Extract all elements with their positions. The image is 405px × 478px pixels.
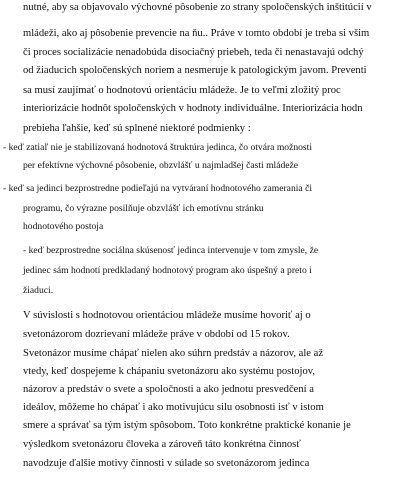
list-item: - keď sa jedinci bezprostredne podieľajú na vytváraní hodnotového zamerania či [3, 183, 312, 194]
text-line: vtedy, keď dospejeme k chápaniu svetonázoru ako systému postojov, [23, 366, 316, 377]
text-line: hodnotového postoja [23, 221, 104, 232]
text-line: názorov a predstáv o svete a spoločnosti a ako jednotu presvedčení a [23, 384, 314, 395]
text-line: prebieha ľahšie, keď sú splnené niektoré podmienky : [23, 123, 251, 134]
text-line: interiorizácie hodnôt spoločenských v hodnoty individuálne. Interiorizácia hodn [23, 103, 363, 114]
list-item: - keď bezprostredne sociálna skúsenosť jedinca intervenuje v tom zmysle, že [23, 245, 319, 256]
text-line: mládeži, ako aj pôsobenie prevencie na ňu.. Práve v tomto období je treba si všim [23, 28, 370, 39]
text-line: Svetonázor musíme chápať nielen ako súhrn predstáv a názorov, ale až [23, 348, 324, 359]
text-line: svetonázorom dozrievaní mládeže práve v období od 15 rokov. [23, 329, 290, 340]
list-item: - keď zatiaľ nie je stabilizovaná hodnotová štruktúra jedinca, čo otvára možnosti [3, 142, 313, 153]
text-line: jedinec sám hodnotí predkladaný hodnotový program ako úspešný a preto i [23, 265, 312, 276]
text-line: per efektívne výchovné pôsobenie, obzvlášť u najmladšej časti mládeže [23, 160, 299, 171]
text-line: nutné, aby sa objavovalo výchovné pôsobenie zo strany spoločenských inštitúcií v [23, 2, 372, 13]
text-line: od žiaducich spoločenských noriem a nesmeruje k patologickým javom. Preventi [23, 65, 367, 76]
text-line: ideálov, môžeme ho chápať i ako motivujúcu silu osobnosti isť v istom [23, 402, 324, 413]
text-line: programu, čo výrazne posilňuje obzvlášť ich emotívnu stránku [23, 203, 264, 214]
text-line: výsledkom svetonázoru človeka a zároveň táto konkrétna činnosť [23, 439, 301, 450]
text-line: sa musí zaujímať o hodnotovú orientáciu mládeže. Je to veľmi zložitý proc [23, 85, 341, 96]
text-line: navodzuje ďalšie motivy činnosti v súlade so svetonázorom jedinca [23, 458, 310, 469]
text-line: žiaduci. [23, 285, 54, 296]
text-line: smere a správať sa tým istým spôsobom. Toto konkrétne praktické konanie je [23, 420, 351, 431]
text-line: V súvislosti s hodnotovou orientáciou mládeže musíme hovoriť aj o [23, 310, 311, 321]
text-line: či proces socializácie nenadobúda disociačný priebeh, teda či nenastavajú odchý [23, 47, 364, 58]
